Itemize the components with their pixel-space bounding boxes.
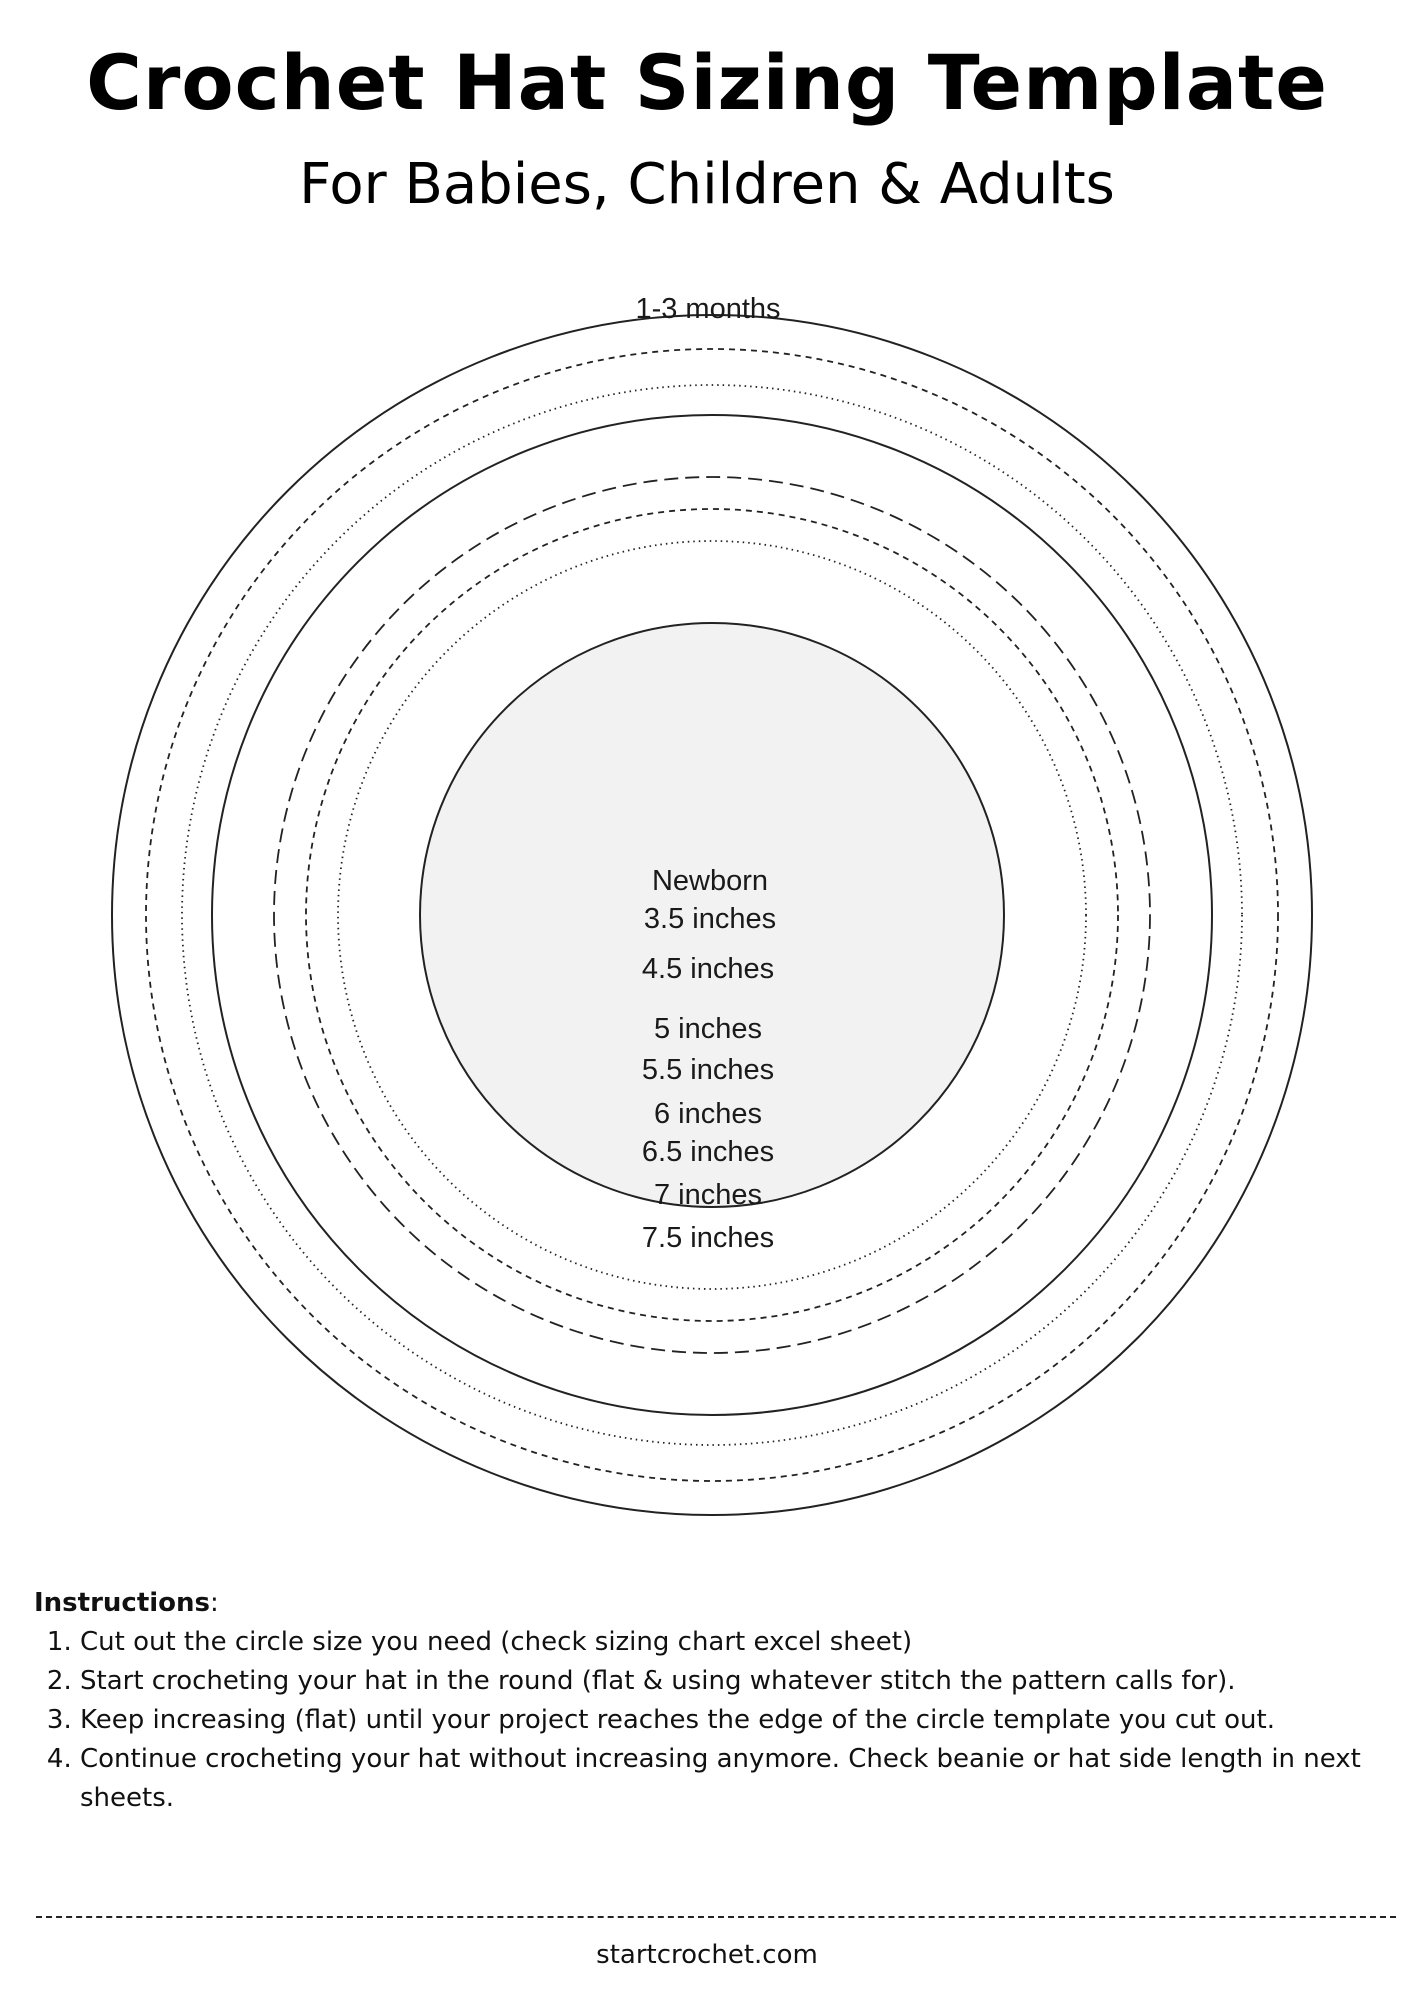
instructions-block	[34, 1584, 1394, 1818]
page-title: Crochet Hat Sizing Template	[86, 38, 1328, 127]
footer-divider	[36, 1916, 1396, 1918]
newborn-name-label: Newborn	[651, 865, 769, 897]
footer-website: startcrochet.com	[596, 1940, 818, 1970]
ring-7-size-label: 7.5 inches	[641, 1222, 775, 1254]
ring-3-size-label: 5.5 inches	[641, 1054, 775, 1086]
instructions-heading: Instructions	[34, 1588, 211, 1618]
instructions-heading-line	[34, 1584, 1394, 1623]
instructions-heading-colon: :	[210, 1588, 219, 1618]
newborn-size-label: 3.5 inches	[643, 903, 777, 935]
instruction-step-2: 2. Start crocheting your hat in the round (flat & using whatever stitch the pattern calls for).	[80, 1662, 1394, 1701]
instruction-step-1: 1. Cut out the circle size you need (check sizing chart excel sheet)	[80, 1623, 1394, 1662]
instruction-step-4: 4. Continue crocheting your hat without increasing anymore. Check beanie or hat side length in next sheets.	[80, 1740, 1394, 1818]
sizing-circles-diagram	[0, 280, 1414, 1560]
ring-2-size-label: 5 inches	[653, 1013, 763, 1045]
ring-4-size-label: 6 inches	[653, 1098, 763, 1130]
instruction-step-3: 3. Keep increasing (flat) until your project reaches the edge of the circle template you cut out.	[80, 1701, 1394, 1740]
ring-1-name-label: 1-3 months	[635, 293, 781, 325]
ring-5-size-label: 6.5 inches	[641, 1136, 775, 1168]
instructions-list	[34, 1623, 1394, 1818]
page-subtitle: For Babies, Children & Adults	[299, 152, 1115, 217]
ring-6-size-label: 7 inches	[653, 1179, 763, 1211]
ring-1-size-label: 4.5 inches	[641, 953, 775, 985]
